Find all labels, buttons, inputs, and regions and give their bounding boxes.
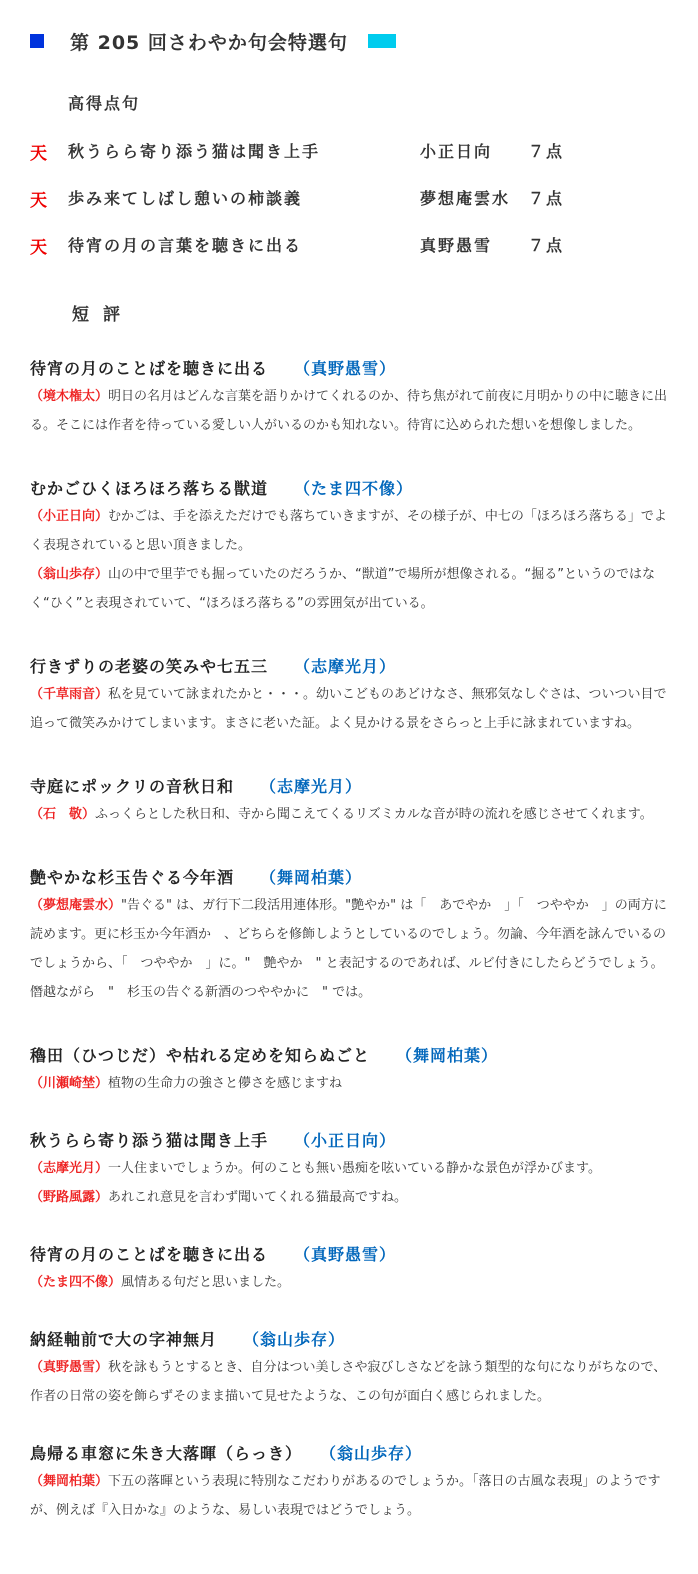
commenter-name: （石 敬） <box>30 807 96 822</box>
review-ku-line <box>30 1441 676 1467</box>
comment-text: ふっくらとした秋日和、寺から聞こえてくるリズミカルな音が時の流れを感じさせてくれます。 <box>95 807 653 822</box>
comment-text: 風情ある句だと思いました。 <box>121 1275 291 1290</box>
commenter-name: （志摩光月） <box>30 1161 109 1176</box>
review-ku-line <box>30 1327 676 1353</box>
review-comment <box>30 1353 676 1411</box>
review-author: （志摩光月） <box>260 777 363 796</box>
review-ku: 艶やかな杉玉告ぐる今年酒 <box>30 868 235 887</box>
ku-author: 小正日向 <box>420 142 493 161</box>
review-ku-line <box>30 654 676 680</box>
commenter-name: （千草雨音） <box>30 687 109 702</box>
review-comment <box>30 382 676 440</box>
review-author: （志摩光月） <box>294 657 397 676</box>
top-ku-row <box>30 186 670 210</box>
review-author: （真野愚雪） <box>294 359 397 378</box>
review-comment <box>30 680 676 738</box>
commenter-name: （真野愚雪） <box>30 1360 109 1375</box>
review-entry <box>30 865 676 1007</box>
review-comment <box>30 1154 676 1183</box>
page-title: 第 205 回さわやか句会特選句 <box>70 31 348 54</box>
comment-text: 秋を詠もうとするとき、自分はつい美しさや寂びしさなどを詠う類型的な句になりがちなので、作者の日常の姿を飾らずそのまま描いて見せたような、この句が面白く感じられました。 <box>30 1360 667 1404</box>
comment-text: 明日の名月はどんな言葉を語りかけてくれるのか、待ち焦がれて前夜に月明かりの中に聴きに出る。そこには作者を待っている愛しい人がいるのかも知れない。待宵に込められた想いを想像しました。 <box>30 389 668 433</box>
comment-text: 下五の落暉という表現に特別なこだわりがあるのでしょうか。「落日の古風な表現」のようですが、例えば『入日かな』のような、易しい表現ではどうでしょう。 <box>30 1474 661 1518</box>
review-entry <box>30 1327 676 1411</box>
ku-text: 待宵の月の言葉を聴きに出る <box>68 236 303 255</box>
review-entry <box>30 774 676 829</box>
review-entry <box>30 654 676 738</box>
comment-text: "告ぐる" は、ガ行下二段活用連体形。"艶やか" は「 あでやか 」「 つややか 」の両方に読めます。更に杉玉か今年酒か 、どちらを修飾しようとしているのでしょう。勿論、今年酒を詠んでいるのでしょうから、「 つややか 」に。" 艶やか " と表記するのであれば、ルビ付きにしたらどうでしょう。僭越ながら " 杉玉の告ぐる新酒のつややかに " では。 <box>30 898 667 1000</box>
review-author: （たま四不像） <box>294 479 414 498</box>
review-author: （舞岡柏葉） <box>396 1046 499 1065</box>
rank-label: 天 <box>30 238 49 258</box>
review-comment <box>30 1467 676 1525</box>
review-ku: 鳥帰る車窓に朱き大落暉（らっき） <box>30 1444 303 1463</box>
review-ku: むかごひくほろほろ落ちる獣道 <box>30 479 269 498</box>
rank-label: 天 <box>30 144 49 164</box>
review-comment <box>30 1183 676 1212</box>
title-row <box>30 28 396 54</box>
comment-text: 植物の生命力の強さと儚さを感じますね <box>108 1076 343 1091</box>
review-ku: 寺庭にポックリの音秋日和 <box>30 777 235 796</box>
review-ku-line <box>30 356 676 382</box>
ku-points: ７点 <box>528 142 565 161</box>
ku-points: ７点 <box>528 189 565 208</box>
review-entry <box>30 356 676 440</box>
review-comment <box>30 891 676 1007</box>
review-ku: 待宵の月のことばを聴きに出る <box>30 359 269 378</box>
review-entry <box>30 1242 676 1297</box>
review-comment <box>30 800 676 829</box>
review-ku: 待宵の月のことばを聴きに出る <box>30 1245 269 1264</box>
comment-text: あれこれ意見を言わず聞いてくれる猫最高ですね。 <box>108 1190 408 1205</box>
review-entry <box>30 1128 676 1212</box>
review-list <box>30 356 676 1561</box>
rank-label: 天 <box>30 191 49 211</box>
ku-author: 夢想庵雲水 <box>420 189 511 208</box>
review-author: （舞岡柏葉） <box>260 868 363 887</box>
cyan-square-icon <box>368 34 382 48</box>
ku-points: ７点 <box>528 236 565 255</box>
ku-author: 真野愚雪 <box>420 236 493 255</box>
commenter-name: （翁山歩存） <box>30 567 109 582</box>
comment-text: むかごは、手を添えただけでも落ちていきますが、その様子が、中七の「ほろほろ落ちる」でよく表現されていると思い頂きました。 <box>30 509 667 553</box>
review-author: （翁山歩存） <box>243 1330 346 1349</box>
commenter-name: （境木権太） <box>30 389 109 404</box>
review-ku: 秋うらら寄り添う猫は聞き上手 <box>30 1131 269 1150</box>
review-ku-line <box>30 1128 676 1154</box>
commenter-name: （川瀬崎埜） <box>30 1076 109 1091</box>
high-score-heading: 高得点句 <box>68 94 141 113</box>
commenter-name: （夢想庵雲水） <box>30 898 122 913</box>
review-ku-line <box>30 1242 676 1268</box>
review-ku-line <box>30 774 676 800</box>
commenter-name: （たま四不像） <box>30 1275 122 1290</box>
review-ku-line <box>30 1043 676 1069</box>
review-ku-line <box>30 476 676 502</box>
review-comment <box>30 502 676 560</box>
commenter-name: （小正日向） <box>30 509 109 524</box>
review-comment <box>30 560 676 618</box>
ku-text: 歩み来てしばし憩いの柿談義 <box>68 189 303 208</box>
blue-square-icon <box>30 34 44 48</box>
comment-text: 山の中で里芋でも掘っていたのだろうか、“獣道”で場所が想像される。“掘る”というのではなく“ひく”と表現されていて、“ほろほろ落ちる”の雰囲気が出ている。 <box>30 567 655 611</box>
ku-text: 秋うらら寄り添う猫は聞き上手 <box>68 142 321 161</box>
top-ku-row <box>30 233 670 257</box>
review-heading: 短評 <box>72 305 134 325</box>
cyan-square-icon <box>382 34 396 48</box>
top-ku-row <box>30 139 670 163</box>
review-comment <box>30 1268 676 1297</box>
commenter-name: （野路風露） <box>30 1190 109 1205</box>
comment-text: 私を見ていて詠まれたかと・・・。幼いこどものあどけなさ、無邪気なしぐさは、ついつい目で追って微笑みかけてしまいます。まさに老いた証。よく見かける景をさらっと上手に詠まれていますね。 <box>30 687 667 731</box>
review-author: （翁山歩存） <box>328 1444 423 1463</box>
review-ku-line <box>30 865 676 891</box>
commenter-name: （舞岡柏葉） <box>30 1474 109 1489</box>
review-author: （真野愚雪） <box>294 1245 397 1264</box>
review-entry <box>30 476 676 618</box>
review-ku: 行きずりの老婆の笑みや七五三 <box>30 657 269 676</box>
review-ku: 納経軸前で大の字神無月 <box>30 1330 218 1349</box>
review-entry <box>30 1441 676 1525</box>
comment-text: 一人住まいでしょうか。何のことも無い愚痴を呟いている静かな景色が浮かびます。 <box>108 1161 601 1176</box>
review-comment <box>30 1069 676 1098</box>
review-author: （小正日向） <box>294 1131 397 1150</box>
review-ku: 穭田（ひつじだ）や枯れる定めを知らぬごと <box>30 1046 371 1065</box>
review-entry <box>30 1043 676 1098</box>
